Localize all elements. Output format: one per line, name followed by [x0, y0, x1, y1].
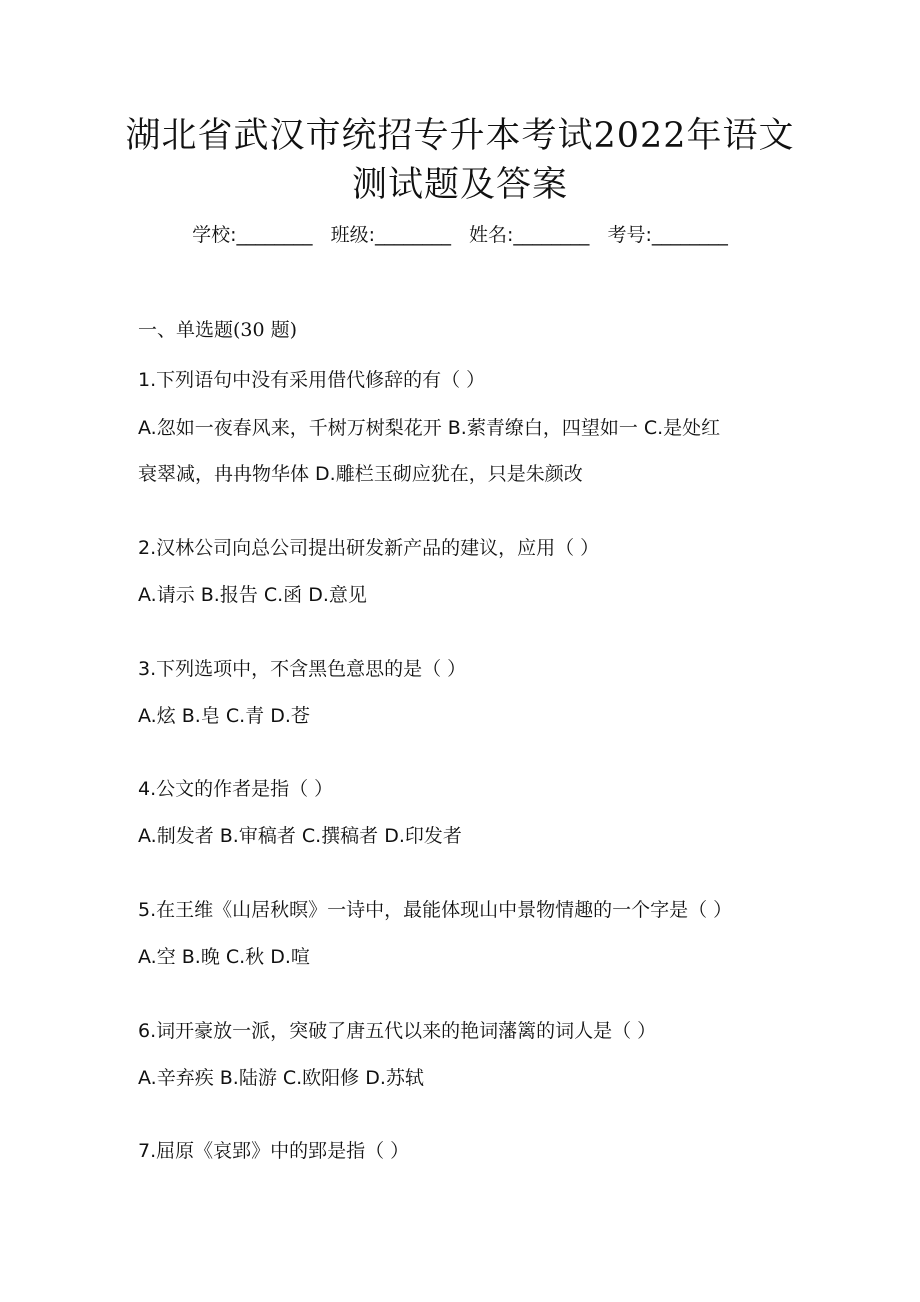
question-1-options-line-2: 衰翠减，冉冉物华体 D.雕栏玉砌应犹在，只是朱颜改 — [138, 463, 583, 485]
class-field: 班级:________ — [330, 224, 451, 246]
name-field: 姓名:________ — [469, 224, 590, 246]
question-1-options-line-1: A.忽如一夜春风来，千树万树梨花开 B.萦青缭白，四望如一 C.是处红 — [138, 417, 721, 439]
question-3-options: A.炫 B.皂 C.青 D.苍 — [138, 705, 310, 727]
question-3-stem: 3.下列选项中，不含黑色意思的是（ ） — [138, 658, 467, 680]
question-7-stem: 7.屈原《哀郢》中的郢是指（ ） — [138, 1140, 410, 1162]
question-2-options: A.请示 B.报告 C.函 D.意见 — [138, 584, 367, 606]
exam-title-line-2: 测试题及答案 — [351, 165, 568, 205]
question-4-options: A.制发者 B.审稿者 C.撰稿者 D.印发者 — [138, 825, 462, 847]
question-2-stem: 2.汉林公司向总公司提出研发新产品的建议，应用（ ） — [138, 537, 600, 559]
question-1-stem: 1.下列语句中没有采用借代修辞的有（ ） — [138, 369, 486, 391]
exam-number-field: 考号:________ — [607, 224, 728, 246]
school-field: 学校:________ — [192, 224, 313, 246]
question-6-options: A.辛弃疾 B.陆游 C.欧阳修 D.苏轼 — [138, 1067, 424, 1089]
question-5-stem: 5.在王维《山居秋暝》一诗中，最能体现山中景物情趣的一个字是（ ） — [138, 899, 733, 921]
section-heading: 一、单选题(30 题) — [138, 319, 298, 341]
student-info-row — [0, 222, 920, 248]
question-4-stem: 4.公文的作者是指（ ） — [138, 778, 334, 800]
question-6-stem: 6.词开豪放一派，突破了唐五代以来的艳词藩篱的词人是（ ） — [138, 1020, 657, 1042]
exam-title-line-1: 湖北省武汉市统招专升本考试2022年语文 — [125, 116, 795, 156]
question-5-options: A.空 B.晚 C.秋 D.喧 — [138, 946, 310, 968]
